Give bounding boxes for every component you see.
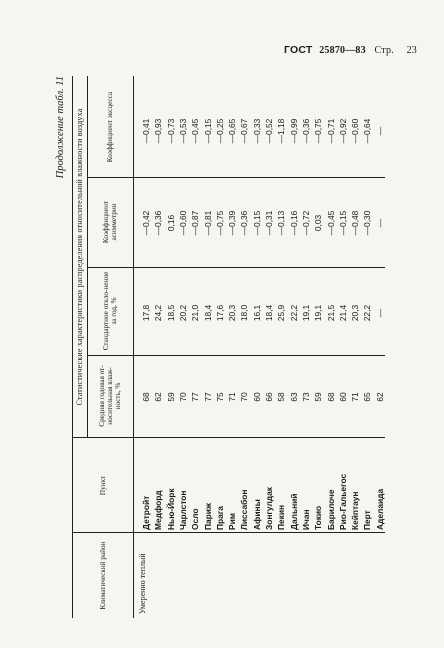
col-header-std: Стандартное откло-нение за год, % [101,271,118,351]
mean-cell: 60 [251,392,262,402]
excess-cell: —0,64 [362,118,373,144]
table-supertitle: Статистические характеристики распределения относительной влажности воздуха [75,108,84,406]
std-cell: 17,6 [214,304,225,322]
mean-cell: 77 [190,392,201,402]
asym-cell: —0,16 [288,210,299,236]
std-cell: 18,4 [202,304,213,322]
city-cell: Осло [190,508,201,530]
excess-cell: —1,18 [276,118,287,144]
asym-cell: —0,30 [362,210,373,236]
asym-cell: —0,48 [350,210,361,236]
asym-cell: —0,81 [202,210,213,236]
city-cell: Ичан [300,509,311,530]
col-header-excess: Коэффициент эксцесса [105,91,114,163]
excess-cell: —0,53 [177,118,188,144]
excess-cell: —0,36 [300,118,311,144]
mean-cell: 63 [288,392,299,402]
city-cell: Пекин [276,504,287,530]
col-header-zone: Климатический район [98,541,107,610]
excess-cell: —0,41 [141,118,151,144]
city-cell: Перт [362,510,373,530]
mean-cell: 71 [227,392,238,402]
excess-cell: —0,67 [239,118,250,144]
city-cell: Чарлстон [177,490,188,530]
asym-cell: —0,72 [300,210,311,236]
zone-cell: Умеренно теплый [138,553,147,614]
mean-cell: 60 [337,392,348,402]
asym-cell: —0,31 [264,210,274,236]
std-cell: 20,2 [177,304,188,322]
std-cell: 21,5 [325,304,336,322]
city-cell: Кейптаун [350,491,361,530]
excess-cell: —0,45 [190,118,201,144]
asym-cell: —0,60 [177,210,188,236]
mean-cell: 58 [276,392,287,402]
asym-cell: —0,15 [337,210,348,236]
std-cell: 20,3 [350,304,361,322]
asym-cell: —0,15 [251,210,262,236]
excess-cell: — [374,126,385,136]
std-cell: 19,1 [300,304,311,322]
excess-cell: —0,25 [214,118,225,144]
std-cell: 21,0 [190,304,201,322]
standard-number: 25870—83 [319,45,366,56]
rule-header-bottom [133,76,134,618]
asym-cell: —0,36 [239,210,250,236]
city-cell: Афины [251,499,262,530]
excess-cell: —0,65 [227,118,238,144]
excess-cell: —0,93 [153,118,164,144]
excess-cell: —0,75 [313,118,324,144]
asym-cell: —0,42 [141,210,151,236]
city-cell: Рио-Гальегос [337,473,348,530]
city-cell: Рим [227,513,238,530]
std-cell: 18,0 [239,304,250,322]
std-cell: 21,4 [337,304,348,322]
mean-cell: 59 [165,392,176,402]
asym-cell: 0,03 [313,214,324,232]
rule-top [72,76,73,618]
asym-cell: —0,13 [276,210,287,236]
city-cell: Зонгулдак [264,487,274,530]
mean-cell: 73 [300,392,311,402]
std-cell: 25,9 [276,304,287,322]
std-cell: 19,1 [313,304,324,322]
table-row [371,76,388,618]
city-cell: Прага [214,506,225,530]
mean-cell: 68 [325,392,336,402]
page-number: 23 [406,45,417,56]
mean-cell: 65 [362,392,373,402]
excess-cell: —0,99 [288,118,299,144]
col-header-mean: Средняя годовая от-носительная влаж-ность, % [97,365,123,427]
asym-cell: —0,39 [227,210,238,236]
std-cell: 20,3 [227,304,238,322]
asym-cell: — [374,218,385,228]
city-cell: Аделаида [374,488,385,530]
excess-cell: —0,92 [337,118,348,144]
excess-cell: —0,73 [165,118,176,144]
mean-cell: 68 [141,392,151,402]
std-cell: 22,2 [362,304,373,322]
std-cell: 16,1 [251,304,262,322]
rule-super [87,76,88,438]
std-cell: — [374,308,385,318]
city-cell: Париж [202,503,213,530]
mean-cell: 71 [350,392,361,402]
city-cell: Лиссабон [239,489,250,530]
asym-cell: —0,36 [153,210,164,236]
asym-cell: 0,16 [165,214,176,232]
col-header-city: Пункт [98,475,107,496]
asym-cell: —0,45 [325,210,336,236]
col-header-asym: Коэффициент асимметрии [101,200,118,244]
excess-cell: —0,60 [350,118,361,144]
city-cell: Детройт [141,495,151,530]
std-cell: 18,4 [264,304,274,322]
standard-label: ГОСТ [284,44,313,56]
mean-cell: 59 [313,392,324,402]
excess-cell: —0,71 [325,118,336,144]
std-cell: 22,2 [288,304,299,322]
mean-cell: 62 [374,392,385,402]
mean-cell: 70 [177,392,188,402]
std-cell: 24,2 [153,304,164,322]
excess-cell: —0,33 [251,118,262,144]
city-cell: Нью-Йорк [165,488,176,530]
page-header [284,44,417,56]
rotated-table [55,76,385,618]
city-cell: Дальний [288,493,299,530]
excess-cell: —0,15 [202,118,213,144]
table-caption: Продолжение табл. 11 [55,76,66,179]
city-cell: Барилоче [325,489,336,530]
page-label: Стр. [374,45,394,56]
city-cell: Токио [313,505,324,530]
mean-cell: 75 [214,392,225,402]
asym-cell: —0,75 [214,210,225,236]
mean-cell: 66 [264,392,274,402]
mean-cell: 62 [153,392,164,402]
city-cell: Медфорд [153,490,164,530]
mean-cell: 70 [239,392,250,402]
std-cell: 17,8 [141,304,151,322]
asym-cell: —0,87 [190,210,201,236]
std-cell: 18,5 [165,304,176,322]
excess-cell: —0,52 [264,118,274,144]
mean-cell: 77 [202,392,213,402]
